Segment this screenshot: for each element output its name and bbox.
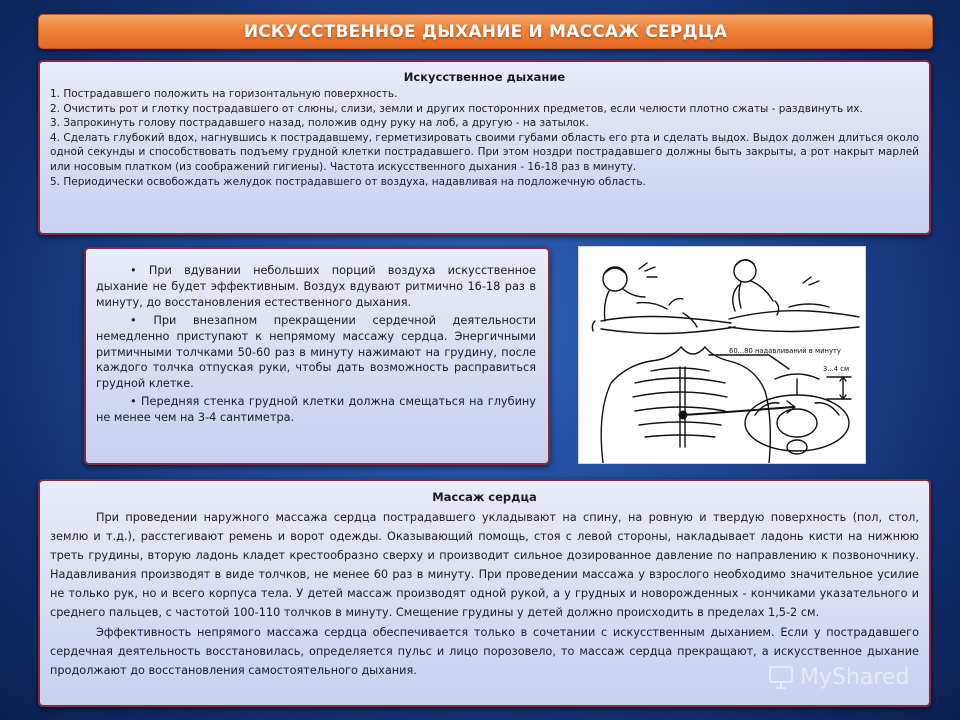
watermark-text: MyShared: [800, 664, 910, 690]
heart-massage-panel: [38, 479, 931, 707]
breathing-step-4: 4. Сделать глубокий вдох, нагнувшись к пострадавшему, герметизировать своими губами область его рта и сделать выдох. Выдох должен длиться около одной секунды и способствовать подъему грудной клетки пострадавшего. При этом ноздри пострадавшего должны быть закрыты, а рот накрыт марлей или носовым платком (из соображений гигиены). Частота искусственного дыхания - 16-18 раз в минуту.: [50, 131, 919, 173]
notes-panel: [84, 247, 550, 465]
artificial-breathing-heading: Искусственное дыхание: [403, 70, 566, 84]
depth-label: 3...4 см: [823, 365, 850, 373]
heart-massage-paragraph-2: Эффективность непрямого массажа сердца обеспечивается только в сочетании с искусственным дыханием. Если у пострадавшего сердечная деятельность восстановилась, определяется пульс и лицо порозовело, то массаж сердца прекращают, а искусственное дыхание продолжают до восстановления самостоятельного дыхания.: [50, 625, 919, 677]
note-bullet-2: • При внезапном прекращении сердечной деятельности немедленно приступают к непрямому массажу сердца. Энергичными ритмичными толчками 50-60 раз в минуту нажимают на грудину, после каждого толчка отпуская руки, чтобы дать возможность расправиться грудной клетке.: [96, 313, 536, 393]
rate-label: 60...80 надавливаний в минуту: [729, 347, 841, 355]
torso-diagram: [601, 347, 770, 463]
note-bullet-3: • Передняя стенка грудной клетки должна смещаться на глубину не менее чем на 3-4 сантиметра.: [96, 394, 536, 426]
cpr-illustration: [578, 246, 866, 464]
page-title: ИСКУССТВЕННОЕ ДЫХАНИЕ И МАССАЖ СЕРДЦА: [243, 21, 728, 42]
chest-cross-section: [745, 374, 851, 454]
rescue-breathing-drawing: [592, 263, 735, 334]
title-banner: [38, 14, 933, 49]
breathing-step-2: 2. Очистить рот и глотку пострадавшего от слюны, слизи, земли и других посторонних предметов, если челюсти плотно сжаты - раздвинуть их.: [50, 102, 863, 115]
chest-compression-drawing: [729, 260, 859, 332]
heart-massage-heading: Массаж сердца: [432, 490, 537, 504]
breathing-step-1: 1. Пострадавшего положить на горизонтальную поверхность.: [50, 88, 398, 100]
artificial-breathing-panel: [38, 60, 931, 235]
breathing-step-3: 3. Запрокинуть голову пострадавшего назад, положив одну руку на лоб, а другую - на затылок.: [50, 117, 589, 130]
heart-massage-paragraph-1: При проведении наружного массажа сердца пострадавшего укладывают на спину, на ровную и твердую поверхность (пол, стол, землю и т.д.), расстегивают ремень и ворот одежды. Оказывающий помощь, стоя с левой стороны, накладывает ладонь кисти на нижнюю треть грудины, вторую ладонь кладет крестообразно сверху и производит сильное дозированное давление по направлению к позвоночнику. Надавливания производят в виде толчков, не менее 60 раз в минуту. При проведении массажа у взрослого необходимо значительное усилие не только рук, но и всего корпуса тела. У детей массаж производят одной рукой, а у грудных и новорожденных - кончиками указательного и среднего пальцев, с частотой 100-110 толчков в минуту. Смещение грудины у детей должно происходить в пределах 1,5-2 см.: [50, 511, 919, 620]
note-bullet-1: • При вдувании небольших порций воздуха искусственное дыхание не будет эффективным. Воздух вдувают ритмично 16-18 раз в минуту, до восстановления естественного дыхания.: [96, 263, 536, 311]
breathing-step-5: 5. Периодически освобождать желудок пострадавшего от воздуха, надавливая на подложечную область.: [50, 175, 646, 188]
